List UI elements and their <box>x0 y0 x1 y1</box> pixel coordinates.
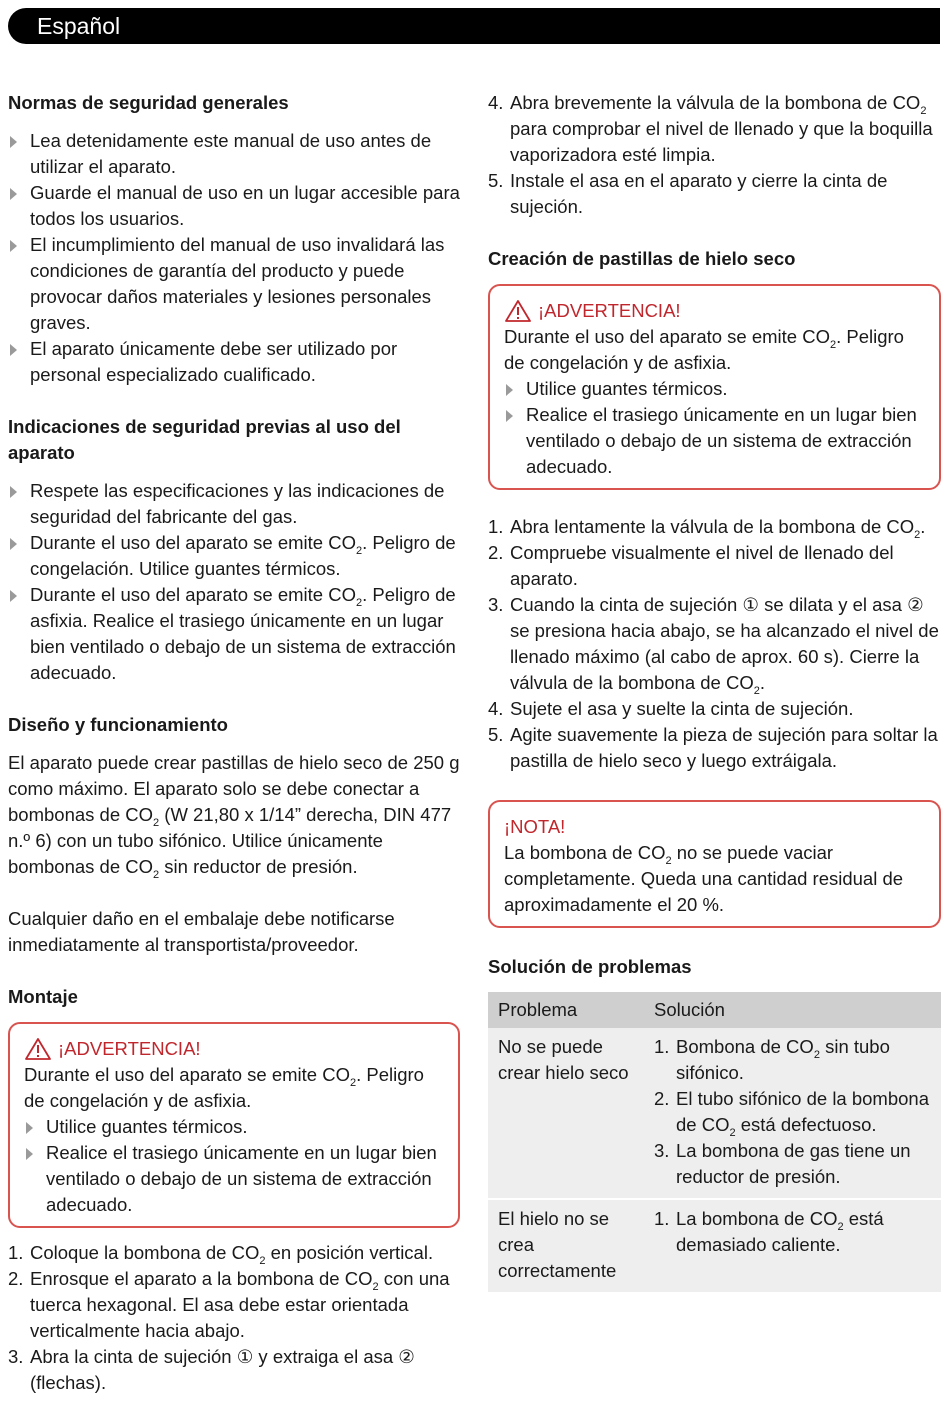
list-item: 2. Enrosque el aparato a la bombona de $CO_2$ con una tuerca hexagonal. El asa debe estar orientada verticalmente hacia abajo. <box>8 1268 450 1341</box>
list-item: Durante el uso del aparato se emite $CO_2$. Peligro de asfixia. Realice el trasiego únicamente en un lugar bien ventilado o debajo de un sistema de extracción adecuado. <box>8 582 460 686</box>
arrow-bullet-icon <box>10 538 17 550</box>
assembly-steps-continued <box>488 90 941 220</box>
design-heading: Diseño y funcionamiento <box>8 714 228 735</box>
list-item: 3. La bombona de gas tiene un reductor de presión. <box>654 1140 911 1187</box>
list-item: 1. La bombona de $CO_2$ está demasiado caliente. <box>654 1208 884 1255</box>
list-item: 2. El tubo sifónico de la bombona de $CO_2$ está defectuoso. <box>654 1088 930 1139</box>
warning-list <box>24 1114 444 1218</box>
note-box <box>488 800 941 928</box>
arrow-bullet-icon <box>506 410 513 422</box>
warning-triangle-icon <box>504 299 532 323</box>
arrow-bullet-icon <box>10 188 17 200</box>
dry-ice-steps <box>488 514 941 774</box>
troubleshooting-section <box>488 954 941 1292</box>
list-item: Realice el trasiego únicamente en un lugar bien ventilado o debajo de un sistema de extracción adecuado. <box>504 402 925 480</box>
solution-cell <box>644 1028 941 1199</box>
warning-text: Durante el uso del aparato se emite $CO_2$. Peligro de congelación y de asfixia. <box>504 326 904 373</box>
assembly-heading: Montaje <box>8 986 78 1007</box>
warning-title: ¡ADVERTENCIA! <box>24 1036 444 1062</box>
list-item: Durante el uso del aparato se emite $CO_2$. Peligro de congelación. Utilice guantes térmicos. <box>8 530 460 582</box>
list-item: Realice el trasiego únicamente en un lugar bien ventilado o debajo de un sistema de extracción adecuado. <box>24 1140 444 1218</box>
column-header-problem: Problema <box>488 992 644 1028</box>
note-title: ¡NOTA! <box>504 816 566 837</box>
list-item: 1. Abra lentamente la válvula de la bombona de $CO_2$. <box>488 516 926 541</box>
column-header-solution: Solución <box>644 992 941 1028</box>
warning-title: ¡ADVERTENCIA! <box>504 298 925 324</box>
list-item: Respete las especificaciones y las indicaciones de seguridad del fabricante del gas. <box>8 478 460 530</box>
left-column <box>8 90 460 1422</box>
language-header <box>8 8 940 44</box>
dry-ice-heading: Creación de pastillas de hielo seco <box>488 248 796 269</box>
list-item: 3. Cuando la cinta de sujeción ① se dilata y el asa ② se presiona hacia abajo, se ha alcanzado el nivel de llenado máximo (al cabo de aprox. 60 s). Cierre la válvula de la bombona de $CO_2$. <box>488 594 939 697</box>
list-item: 4. Abra brevemente la válvula de la bombona de $CO_2$ para comprobar el nivel de llenado y que la boquilla vaporizadora esté limpia. <box>488 92 933 165</box>
table-header-row <box>488 992 941 1028</box>
dry-ice-warning-box <box>488 284 941 490</box>
language-title: Español <box>37 13 121 39</box>
list-item: El incumplimiento del manual de uso invalidará las condiciones de garantía del producto y puede provocar daños materiales y lesiones personales graves. <box>8 232 460 336</box>
list-item: 4. Sujete el asa y suelte la cinta de sujeción. <box>488 698 854 719</box>
arrow-bullet-icon <box>10 240 17 252</box>
pre-use-safety-list <box>8 478 460 686</box>
general-safety-heading: Normas de seguridad generales <box>8 92 289 113</box>
table-row <box>488 1199 941 1292</box>
solution-cell <box>644 1199 941 1292</box>
problem-cell: El hielo no se crea correctamente <box>488 1199 644 1292</box>
list-item: Guarde el manual de uso en un lugar accesible para todos los usuarios. <box>8 180 460 232</box>
list-item: El aparato únicamente debe ser utilizado por personal especializado cualificado. <box>8 336 460 388</box>
design-paragraph: El aparato puede crear pastillas de hielo seco de 250 g como máximo. El aparato solo se debe conectar a bombonas de $CO_2$ (W 21,80 x 1/14” derecha, DIN 477 n.º 6) con un tubo sifónico. Utilice únicamente bombonas de $CO_2$ sin reductor de presión. <box>8 752 460 881</box>
list-item: 1. Coloque la bombona de $CO_2$ en posición vertical. <box>8 1242 434 1267</box>
arrow-bullet-icon <box>10 344 17 356</box>
assembly-section <box>8 984 460 1396</box>
dry-ice-section <box>488 246 941 774</box>
troubleshooting-heading: Solución de problemas <box>488 956 692 977</box>
problem-cell: No se puede crear hielo seco <box>498 1036 629 1083</box>
pre-use-safety-section <box>8 414 460 686</box>
assembly-warning-box <box>8 1022 460 1228</box>
table-row <box>488 1028 941 1199</box>
arrow-bullet-icon <box>10 136 17 148</box>
right-column <box>488 90 941 1292</box>
arrow-bullet-icon <box>26 1148 33 1160</box>
arrow-bullet-icon <box>10 486 17 498</box>
pre-use-safety-heading: Indicaciones de seguridad previas al uso del aparato <box>8 416 401 463</box>
assembly-continued-section <box>488 90 941 220</box>
list-item: Utilice guantes térmicos. <box>24 1114 444 1140</box>
general-safety-section <box>8 90 460 388</box>
note-text: La bombona de $CO_2$ no se puede vaciar completamente. Queda una cantidad residual de aproximadamente el 20 %. <box>504 842 904 915</box>
arrow-bullet-icon <box>10 590 17 602</box>
arrow-bullet-icon <box>26 1122 33 1134</box>
warning-text: Durante el uso del aparato se emite $CO_2$. Peligro de congelación y de asfixia. <box>24 1064 424 1111</box>
general-safety-list <box>8 128 460 388</box>
list-item: 2. Compruebe visualmente el nivel de llenado del aparato. <box>488 542 894 589</box>
arrow-bullet-icon <box>506 384 513 396</box>
list-item: 5. Agite suavemente la pieza de sujeción para soltar la pastilla de hielo seco y luego extráigala. <box>488 724 938 771</box>
warning-triangle-icon <box>24 1037 52 1061</box>
list-item: 1. Bombona de $CO_2$ sin tubo sifónico. <box>654 1036 890 1083</box>
list-item: Lea detenidamente este manual de uso antes de utilizar el aparato. <box>8 128 460 180</box>
assembly-steps <box>8 1240 460 1396</box>
troubleshooting-table <box>488 992 941 1292</box>
warning-list <box>504 376 925 480</box>
list-item: 5. Instale el asa en el aparato y cierre la cinta de sujeción. <box>488 170 888 217</box>
list-item: 3. Abra la cinta de sujeción ① y extraiga el asa ② (flechas). <box>8 1346 415 1393</box>
list-item: Utilice guantes térmicos. <box>504 376 925 402</box>
packaging-paragraph: Cualquier daño en el embalaje debe notificarse inmediatamente al transportista/proveedor. <box>8 908 395 955</box>
design-section <box>8 712 460 958</box>
